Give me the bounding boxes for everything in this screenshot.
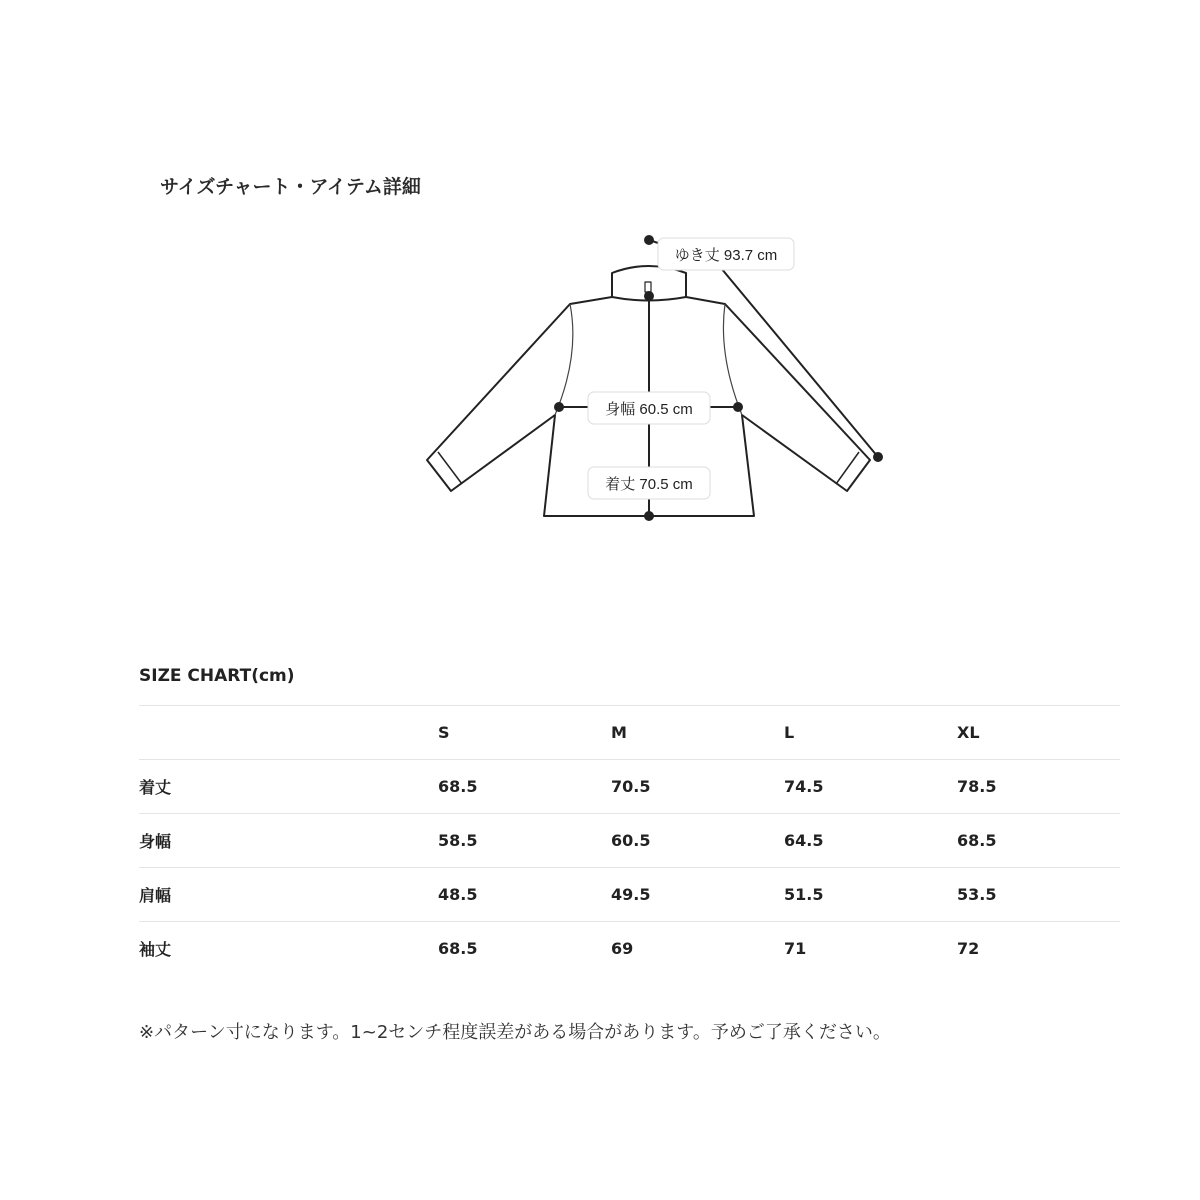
length-label: 着丈 70.5 cm — [605, 476, 693, 493]
header-cell-empty — [139, 706, 438, 760]
size-chart-title: SIZE CHART(cm) — [139, 666, 295, 686]
table-cell: 71 — [784, 922, 957, 976]
section-title: サイズチャート・アイテム詳細 — [160, 176, 421, 198]
header-cell-xl: XL — [957, 706, 1120, 760]
table-cell: 51.5 — [784, 868, 957, 922]
footnote: ※パターン寸になります。1~2センチ程度誤差がある場合があります。予めご了承ください。 — [139, 1022, 891, 1043]
table-cell: 70.5 — [611, 760, 784, 814]
table-cell: 68.5 — [438, 760, 611, 814]
table-cell: 64.5 — [784, 814, 957, 868]
table-cell: 72 — [957, 922, 1120, 976]
table-cell: 53.5 — [957, 868, 1120, 922]
length-label-box — [588, 467, 710, 499]
table-cell: 74.5 — [784, 760, 957, 814]
table-cell: 60.5 — [611, 814, 784, 868]
sleeve-label: ゆき丈 93.7 cm — [674, 247, 778, 264]
header-cell-s: S — [438, 706, 611, 760]
header-cell-m: M — [611, 706, 784, 760]
table-cell: 68.5 — [957, 814, 1120, 868]
table-cell: 68.5 — [438, 922, 611, 976]
table-row — [139, 760, 1120, 814]
header-cell-l: L — [784, 706, 957, 760]
sleeve-label-box — [658, 238, 794, 270]
table-row — [139, 814, 1120, 868]
table-cell: 58.5 — [438, 814, 611, 868]
chest-label: 身幅 60.5 cm — [605, 401, 693, 418]
row-label: 着丈 — [139, 760, 438, 814]
table-row — [139, 868, 1120, 922]
row-label: 身幅 — [139, 814, 438, 868]
table-cell: 49.5 — [611, 868, 784, 922]
table-cell: 78.5 — [957, 760, 1120, 814]
table-cell: 48.5 — [438, 868, 611, 922]
row-label: 袖丈 — [139, 922, 438, 976]
size-chart-table — [139, 705, 1120, 975]
table-row — [139, 922, 1120, 976]
chest-label-box — [588, 392, 710, 424]
table-cell: 69 — [611, 922, 784, 976]
table-header-row — [139, 706, 1120, 760]
row-label: 肩幅 — [139, 868, 438, 922]
